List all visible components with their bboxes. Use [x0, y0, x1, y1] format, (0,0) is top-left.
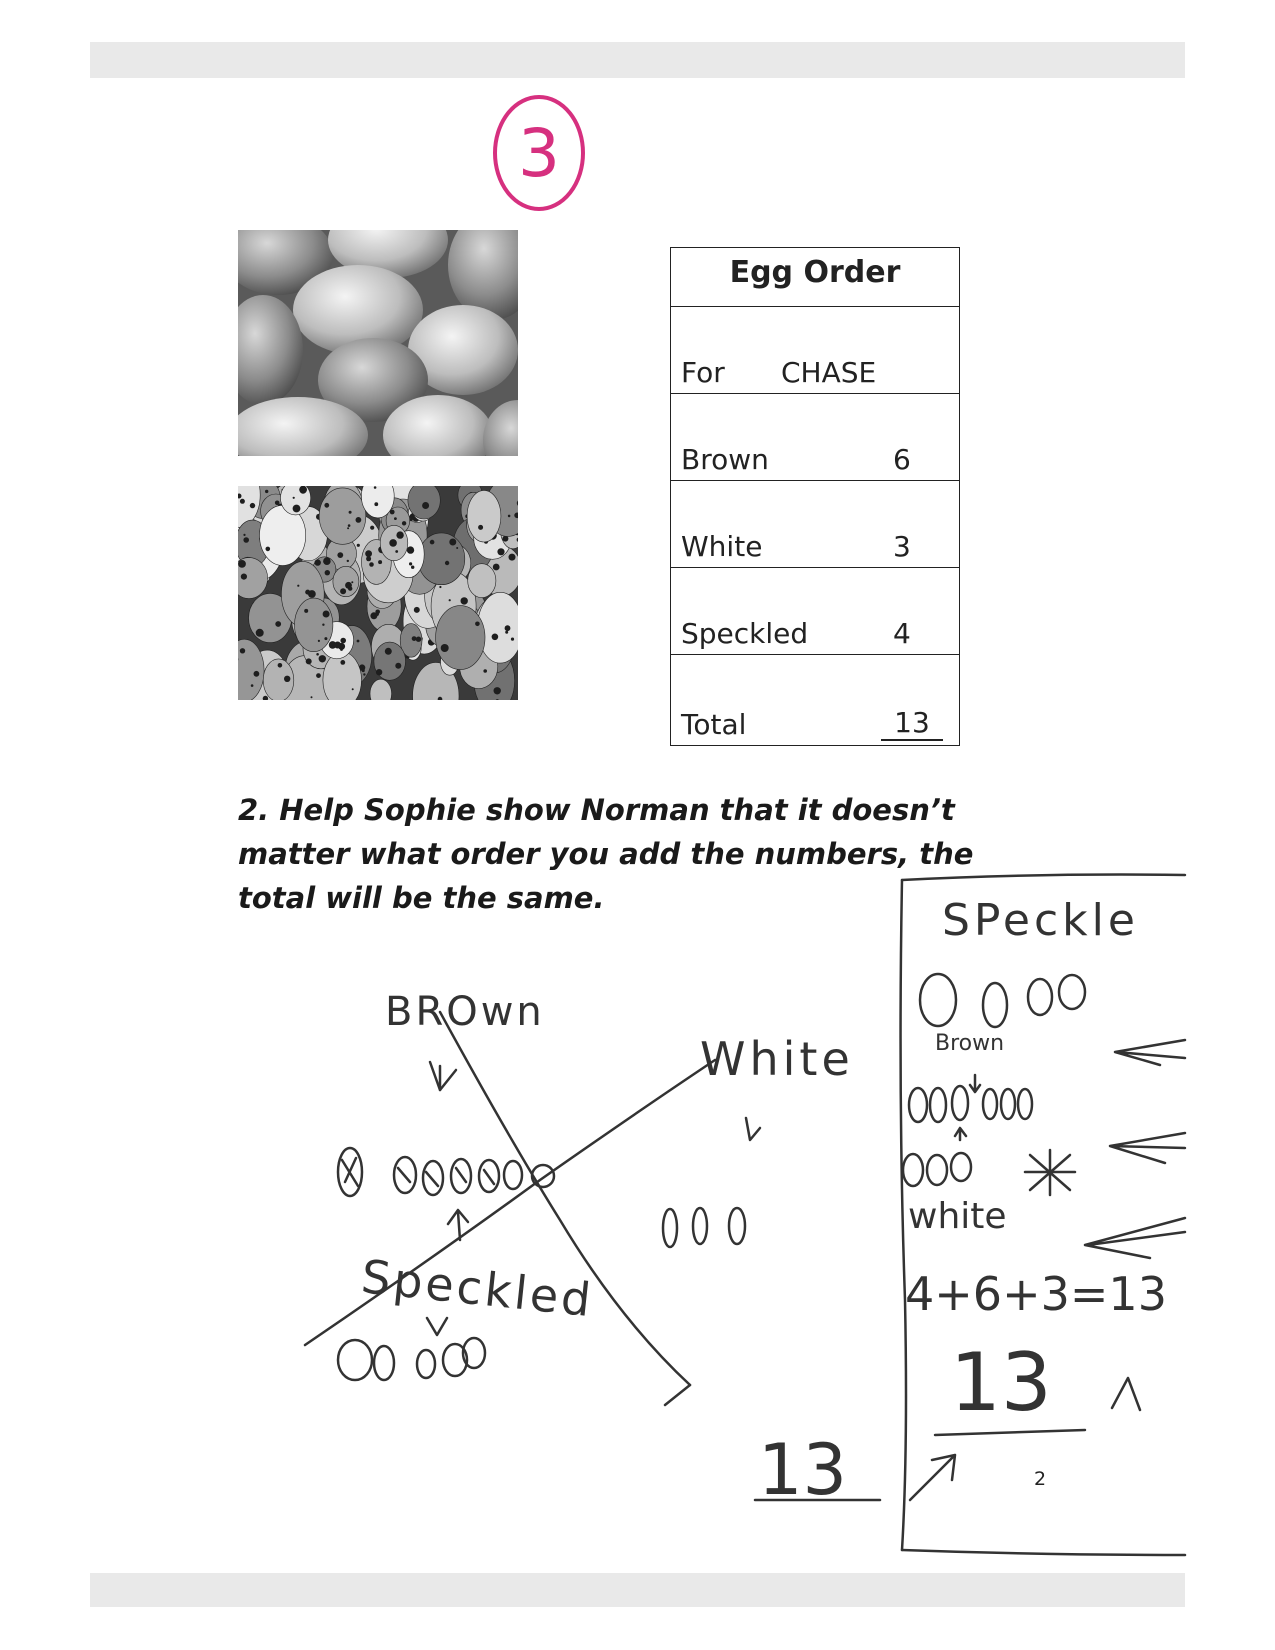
handwritten-panel-brown: Brown — [935, 1031, 1005, 1056]
page-marker-text: 3 — [518, 115, 560, 192]
egg-order-row-white — [671, 481, 959, 568]
handwritten-speckled: Speckled — [358, 1249, 597, 1328]
row-label: Speckled — [681, 617, 809, 650]
egg-order-title: Egg Order — [671, 248, 959, 307]
speckled-eggs-photo — [238, 486, 518, 700]
egg-order-table — [670, 247, 960, 746]
for-label: For — [681, 356, 725, 389]
handwritten-panel-equation: 4+6+3=13 — [905, 1267, 1167, 1321]
total-value: 13 — [881, 706, 943, 741]
white-eggs-photo — [238, 230, 518, 456]
handwritten-panel-white: white — [908, 1196, 1007, 1237]
egg-order-row-speckled — [671, 568, 959, 655]
total-label: Total — [681, 708, 747, 741]
row-label: White — [681, 530, 763, 563]
handwritten-left-total: 13 — [758, 1429, 848, 1511]
row-value: 4 — [893, 617, 911, 650]
egg-order-for-row — [671, 307, 959, 394]
handwritten-white: White — [700, 1032, 854, 1086]
scan-bottom-band — [90, 1573, 1185, 1607]
page-number: 2 — [1034, 1468, 1047, 1490]
row-value: 3 — [893, 530, 911, 563]
handwritten-brown: BROwn — [385, 989, 545, 1035]
egg-order-row-brown — [671, 394, 959, 481]
scan-top-band — [90, 42, 1185, 78]
handwritten-panel-title: SPeckle — [942, 895, 1139, 946]
page-marker-circle — [490, 92, 588, 214]
for-value: CHASE — [781, 356, 877, 389]
row-value: 6 — [893, 443, 911, 476]
egg-order-total-row — [671, 655, 959, 745]
row-label: Brown — [681, 443, 769, 476]
question-2-text: 2. Help Sophie show Norman that it doesn’t matter what order you add the numbers, the total will be the same. — [238, 793, 974, 915]
handwritten-panel-total: 13 — [950, 1336, 1052, 1429]
